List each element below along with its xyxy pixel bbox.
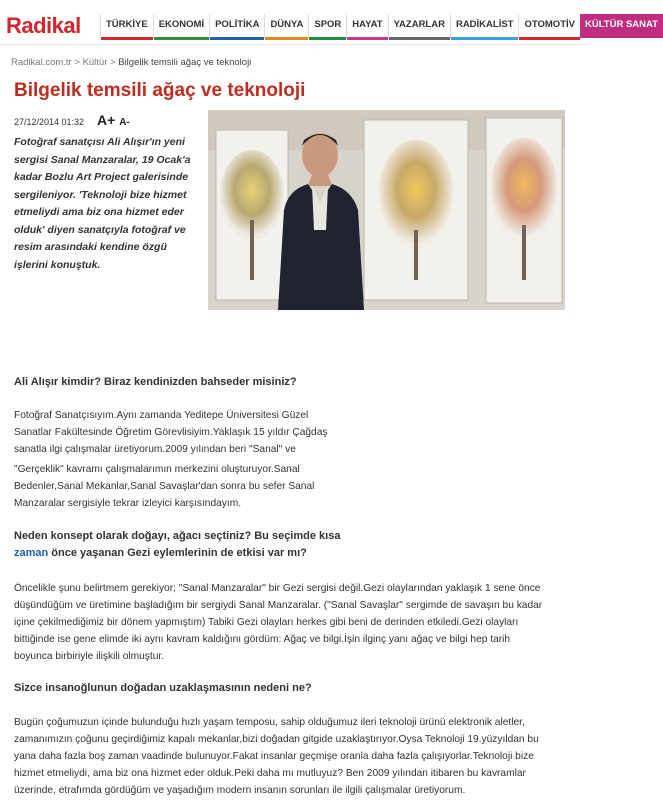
answer-2-line: Öncelikle şunu belirtmem gerekiyor; "Sanal Manzaralar" bir Gezi sergisi değil.Gezi olaylarından yaklaşık 1 sene önce	[14, 583, 541, 594]
answer-2-line: düşündüğüm ve üretimine başladığım bir sergiydi Sanal Manzaralar. ("Sanal Savaşlar" sergimde de savaşın bu kadar	[14, 600, 543, 611]
answer-3-line: zamanımızın çoğunu geçirdiğimiz kapalı mekanlar,bizi doğadan gitgide uzaklaştırıyor.Oysa Teknoloji 19.yüzyıldan bu	[14, 734, 539, 745]
answer-1-line: Manzaralar sergisiyle tekrar izleyici karşısındayım.	[14, 498, 242, 509]
answer-3-line: üzerinde, etrafımda gördüğüm ve yaşadığım modern insanın sorunları ile ilgili çalışmalar üretiyorum.	[14, 785, 466, 796]
artist-photo-illustration	[208, 110, 565, 310]
breadcrumb-separator: >	[74, 57, 80, 68]
answer-3-line: hizmet etmeliydi, ama biz ona hizmet eder olduk.Peki daha mı mutluyuz? Ben 2009 yılından itibaren bu kavramlar	[14, 768, 526, 779]
site-header	[0, 0, 658, 44]
question-2-line-2: zaman önce yaşanan Gezi eylemlerinin de etkisi var mı?	[14, 547, 307, 559]
question-1: Ali Alışır kimdir? Biraz kendinizden bahseder misiniz?	[14, 376, 297, 388]
nav-item-kultur-sanat[interactable]: KÜLTÜR SANAT	[580, 14, 663, 38]
answer-1-line: Bedenler,Sanal Mekanlar,Sanal Savaşlar'dan sonra bu sefer Sanal	[14, 481, 315, 492]
breadcrumb-current: Bilgelik temsili ağaç ve teknoloji	[118, 57, 252, 68]
breadcrumb-kultur[interactable]: Kültür	[82, 57, 108, 68]
nav-item-dunya[interactable]: DÜNYA	[264, 14, 308, 38]
font-decrease-button[interactable]: A-	[119, 117, 130, 128]
nav-item-ekonomi[interactable]: EKONOMİ	[153, 14, 209, 38]
breadcrumb-separator: >	[110, 57, 116, 68]
nav-item-hayat[interactable]: HAYAT	[346, 14, 387, 38]
answer-3-line: yana daha fazla boş zaman vaadinde bulunuyor.Fakat insanlar geçmişe oranla daha fazla çalışıyorlar.Teknoloji bize	[14, 751, 534, 762]
nav-item-yazarlar[interactable]: YAZARLAR	[388, 14, 450, 38]
nav-item-otomotiv[interactable]: OTOMOTİV	[518, 14, 580, 38]
article-title: Bilgelik temsili ağaç ve teknoloji	[14, 80, 306, 101]
keyword-link[interactable]: zaman	[14, 547, 49, 559]
answer-2-line: boyunca birbiriyle ilişkili olmuştur.	[14, 651, 165, 662]
answer-1-line: "Gerçeklik" kavramı çalışmalarımın merkezini oluşturuyor.Sanal	[14, 464, 300, 475]
main-nav	[100, 14, 663, 38]
nav-item-radikalist[interactable]: RADİKALİST	[450, 14, 519, 38]
breadcrumb	[11, 57, 251, 68]
nav-item-spor[interactable]: SPOR	[308, 14, 346, 38]
article-photo	[208, 110, 565, 310]
nav-item-turkiye[interactable]: TÜRKİYE	[100, 14, 153, 38]
article-date: 27/12/2014 01:32	[14, 117, 85, 127]
header-divider	[0, 44, 588, 45]
question-2: Neden konsept olarak doğayı, ağacı seçtiniz? Bu seçimde kısa	[14, 530, 341, 542]
question-3: Sizce insanoğlunun doğadan uzaklaşmasının nedeni ne?	[14, 682, 312, 694]
answer-1-line: Fotoğraf Sanatçısıyım.Aynı zamanda Yeditepe Üniversitesi Güzel	[14, 410, 309, 421]
answer-1-line: sanatla ilgi çalışmalar üretiyorum.2009 yılından beri "Sanal" ve	[14, 444, 296, 455]
article-lead: Fotoğraf sanatçısı Ali Alışır'ın yeni sergisi Sanal Manzaralar, 19 Ocak'a kadar Bozlu Art Project galerisinde sergileniyor. 'Teknoloji bize hizmet etmeliydi ama biz ona hizmet eder olduk' diyen sanatçıyla fotoğraf ve resim arasındaki kendine özgü işlerini konuştuk.	[14, 136, 191, 271]
font-size-controls	[97, 112, 130, 128]
nav-item-politika[interactable]: POLİTİKA	[209, 14, 264, 38]
answer-1-line: Sanatlar Fakültesinde Öğretim Görevlisiyim.Yaklaşık 15 yıldır Çağdaş	[14, 427, 328, 438]
font-increase-button[interactable]: A+	[97, 112, 116, 128]
answer-2-line: içine çekilmediğimiz bir dönem yapmıştım) Tabiki Gezi olayları herkes gibi beni de derinden etkiledi.Gezi olayları	[14, 617, 519, 628]
answer-2-line: bittiğinde ise gene elimde iki aynı kavram kaldığını gördüm: Ağaç ve bilgi.İşin ilginç yanı ağaç ve bilgi hep tarih	[14, 634, 511, 645]
answer-3-line: Bugün çoğumuzun içinde bulunduğu hızlı yaşam temposu, sahip olduğumuz ileri teknoloji ürünü elektronik aletler,	[14, 717, 525, 728]
site-logo[interactable]: Radikal	[6, 13, 81, 38]
breadcrumb-home[interactable]: Radikal.com.tr	[11, 57, 72, 68]
